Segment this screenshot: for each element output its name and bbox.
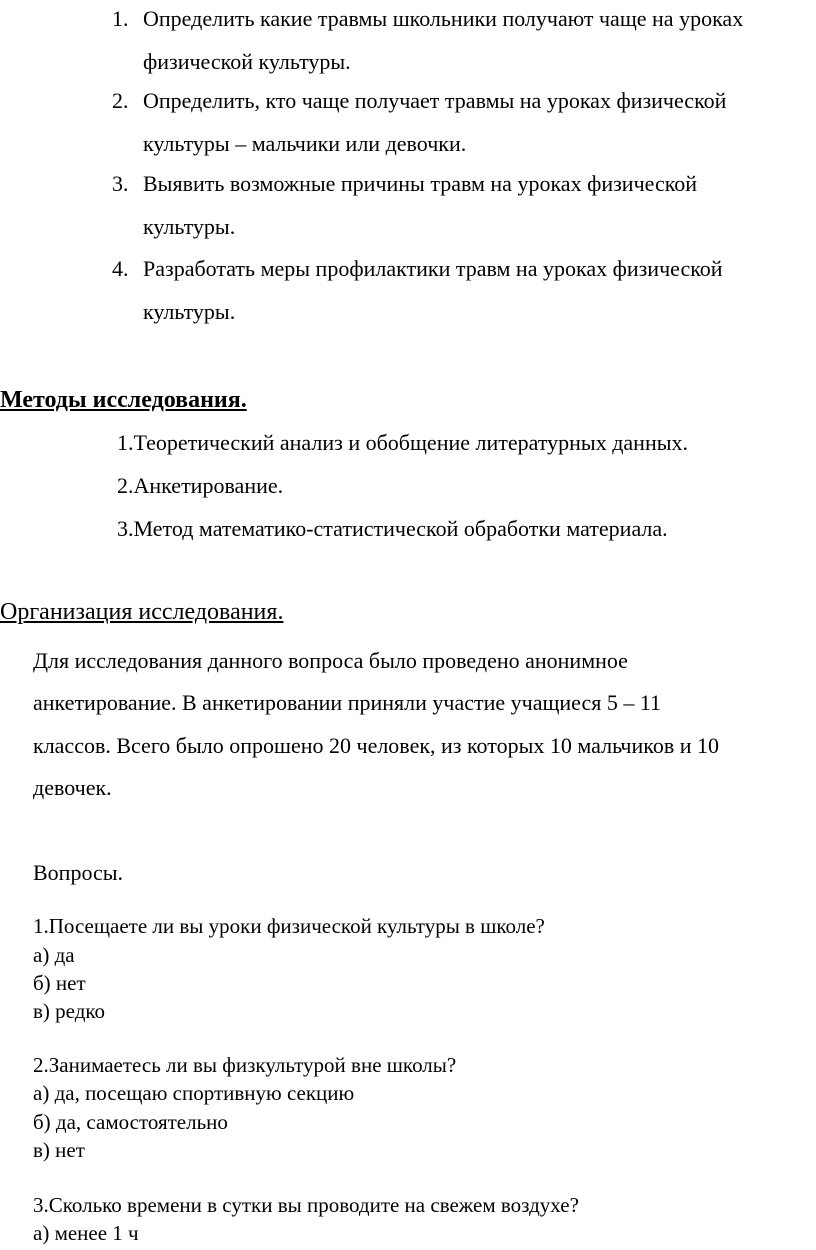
answer-option: в) нет (33, 1138, 85, 1162)
organization-paragraph-line: Для исследования данного вопроса было проведено анонимное (33, 648, 628, 673)
answer-option: а) менее 1 ч (33, 1221, 139, 1245)
question-text: 1.Посещаете ли вы уроки физической культуры в школе? (33, 914, 545, 938)
questions-label: Вопросы. (33, 860, 124, 885)
organization-paragraph-line: анкетирование. В анкетировании приняли участие учащиеся 5 – 11 (33, 690, 662, 715)
question-text: 2.Занимаетесь ли вы физкультурой вне школы? (33, 1053, 457, 1077)
organization-heading: Организация исследования. (0, 599, 284, 625)
method-item: 2.Анкетирование. (117, 473, 284, 498)
task-number: 3. (112, 171, 129, 196)
methods-heading: Методы исследования. (0, 387, 247, 413)
task-text: культуры. (143, 299, 236, 324)
task-text: физической культуры. (143, 49, 351, 74)
method-item: 1.Теоретический анализ и обобщение литературных данных. (117, 430, 689, 455)
answer-option: а) да, посещаю спортивную секцию (33, 1081, 355, 1105)
answer-option: в) редко (33, 999, 106, 1023)
task-text: Определить какие травмы школьники получают чаще на уроках (143, 6, 744, 31)
organization-paragraph-line: классов. Всего было опрошено 20 человек, из которых 10 мальчиков и 10 (33, 733, 720, 758)
task-text: культуры. (143, 214, 236, 239)
organization-paragraph-line: девочек. (33, 775, 112, 800)
task-text: Выявить возможные причины травм на уроках физической (143, 171, 698, 196)
answer-option: б) да, самостоятельно (33, 1110, 228, 1134)
task-text: Определить, кто чаще получает травмы на уроках физической (143, 88, 727, 113)
task-text: культуры – мальчики или девочки. (143, 131, 467, 156)
question-text: 3.Сколько времени в сутки вы проводите на свежем воздухе? (33, 1193, 579, 1217)
task-number: 4. (112, 256, 129, 281)
method-item: 3.Метод математико-статистической обработки материала. (117, 516, 668, 541)
task-number: 2. (112, 88, 129, 113)
answer-option: а) да (33, 943, 75, 967)
answer-option: б) нет (33, 971, 86, 995)
task-text: Разработать меры профилактики травм на уроках физической (143, 256, 723, 281)
task-number: 1. (112, 6, 129, 31)
